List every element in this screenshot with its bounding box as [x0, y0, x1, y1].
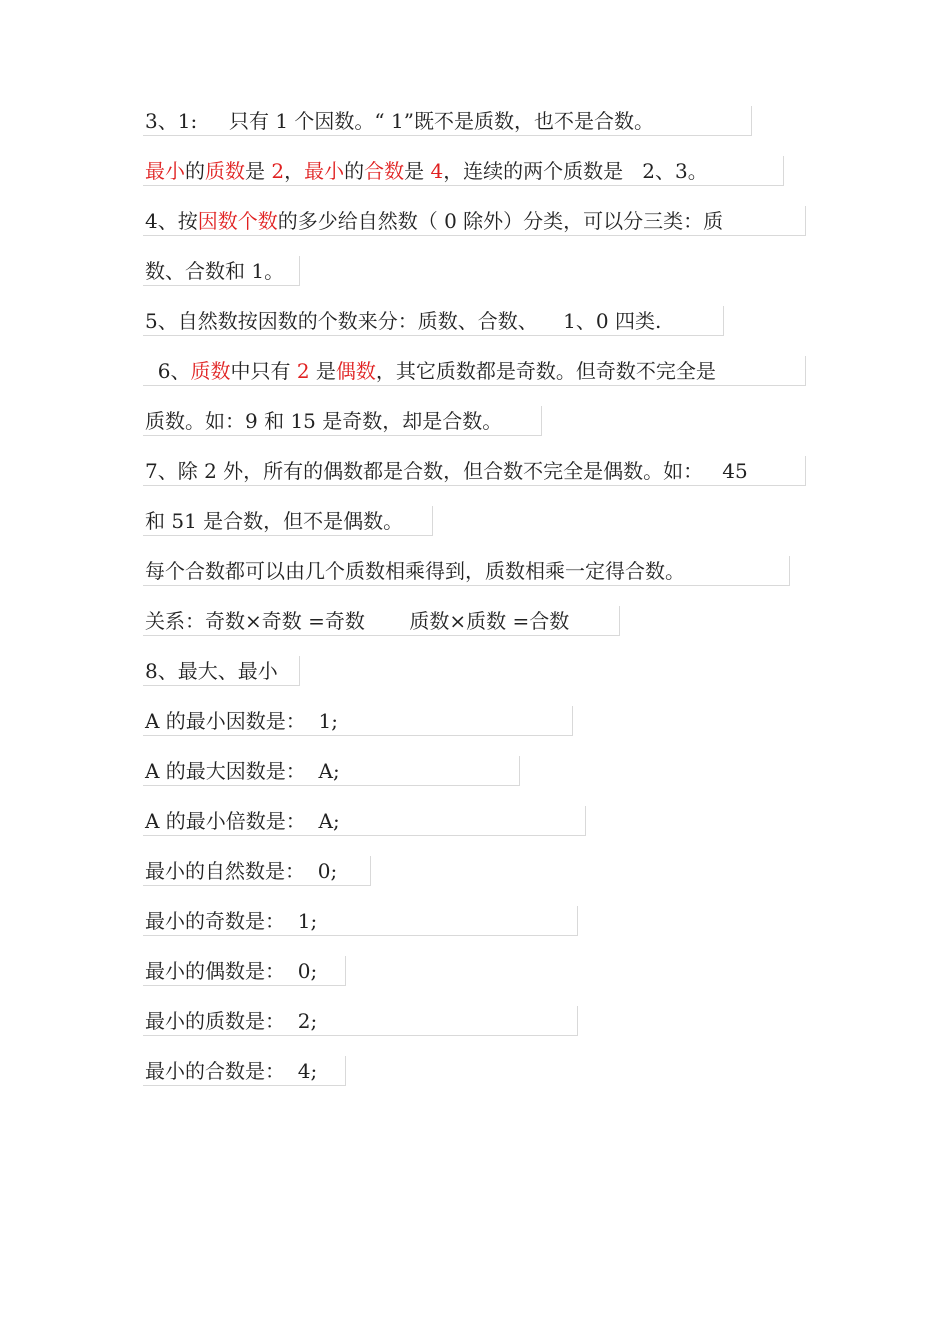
highlighted-term: 最小	[304, 159, 345, 183]
text-segment: 是	[404, 159, 431, 183]
text-segment: A 的最大因数是： A;	[145, 759, 340, 783]
text-segment: 最小的合数是： 4;	[145, 1059, 318, 1083]
text-segment: 4、按	[145, 209, 198, 233]
line-min-prime	[143, 1006, 578, 1036]
text-segment: ，	[284, 159, 305, 183]
text-segment: 的	[344, 159, 365, 183]
text-segment: 最小的偶数是： 0;	[145, 959, 318, 983]
text-segment: 8、最大、最小	[145, 659, 278, 683]
line-even-composite	[143, 456, 806, 486]
highlighted-term: 质数	[205, 159, 245, 183]
text-segment: 5、自然数按因数的个数来分：质数、合数、 1、0 四类.	[145, 309, 662, 333]
text-segment: ，连续的两个质数是 2、3。	[443, 159, 708, 183]
highlighted-term: 2	[271, 159, 285, 183]
line-natural-numbers	[143, 306, 724, 336]
line-min-even	[143, 956, 346, 986]
highlighted-term: 因数个数	[197, 209, 278, 233]
line-min-natural	[143, 856, 371, 886]
text-segment: A 的最小因数是： 1;	[145, 709, 338, 733]
line-min-odd	[143, 906, 578, 936]
highlighted-term: 2	[296, 359, 310, 383]
line-min-factor	[143, 706, 573, 736]
text-segment: A 的最小倍数是： A;	[145, 809, 340, 833]
highlighted-term: 偶数	[335, 359, 376, 383]
highlighted-term: 最小	[145, 159, 185, 183]
line-even-prime-cont	[143, 406, 542, 436]
text-segment: 每个合数都可以由几个质数相乘得到，质数相乘一定得合数。	[145, 559, 685, 583]
text-segment: 的多少给自然数（ 0 除外）分类，可以分三类：质	[277, 209, 724, 233]
text-segment: 最小的奇数是： 1;	[145, 909, 318, 933]
line-prime-one	[143, 106, 752, 136]
text-segment: 最小的自然数是： 0;	[145, 859, 338, 883]
section-heading-max-min	[143, 656, 300, 686]
text-segment: 中只有	[230, 359, 297, 383]
highlighted-term: 合数	[364, 159, 405, 183]
line-classify-cont	[143, 256, 300, 286]
highlighted-term: 质数	[190, 359, 231, 383]
line-min-multiple	[143, 806, 586, 836]
line-even-composite-cont	[143, 506, 433, 536]
text-segment: ，其它质数都是奇数。但奇数不完全是	[375, 359, 716, 383]
text-segment: 关系：奇数×奇数 =奇数 质数×质数 =合数	[145, 609, 570, 633]
highlighted-term: 4	[430, 159, 444, 183]
line-composite-product	[143, 556, 790, 586]
line-classify-by-factors	[143, 206, 806, 236]
line-smallest-prime	[143, 156, 784, 186]
text-segment: 6、	[145, 359, 191, 383]
text-segment: 最小的质数是： 2;	[145, 1009, 318, 1033]
line-even-prime	[143, 356, 806, 386]
line-min-composite	[143, 1056, 346, 1086]
text-segment: 是	[309, 359, 336, 383]
text-segment: 和 51 是合数，但不是偶数。	[145, 509, 404, 533]
text-segment: 7、除 2 外，所有的偶数都是合数，但合数不完全是偶数。如： 45	[145, 459, 748, 483]
text-segment: 的	[185, 159, 205, 183]
text-segment: 是	[245, 159, 272, 183]
line-relations	[143, 606, 620, 636]
line-max-factor	[143, 756, 520, 786]
text-segment: 质数。如：9 和 15 是奇数，却是合数。	[145, 409, 503, 433]
text-segment: 3、1: 只有 1 个因数。“ 1”既不是质数，也不是合数。	[145, 109, 654, 133]
text-segment: 数、合数和 1。	[145, 259, 285, 283]
